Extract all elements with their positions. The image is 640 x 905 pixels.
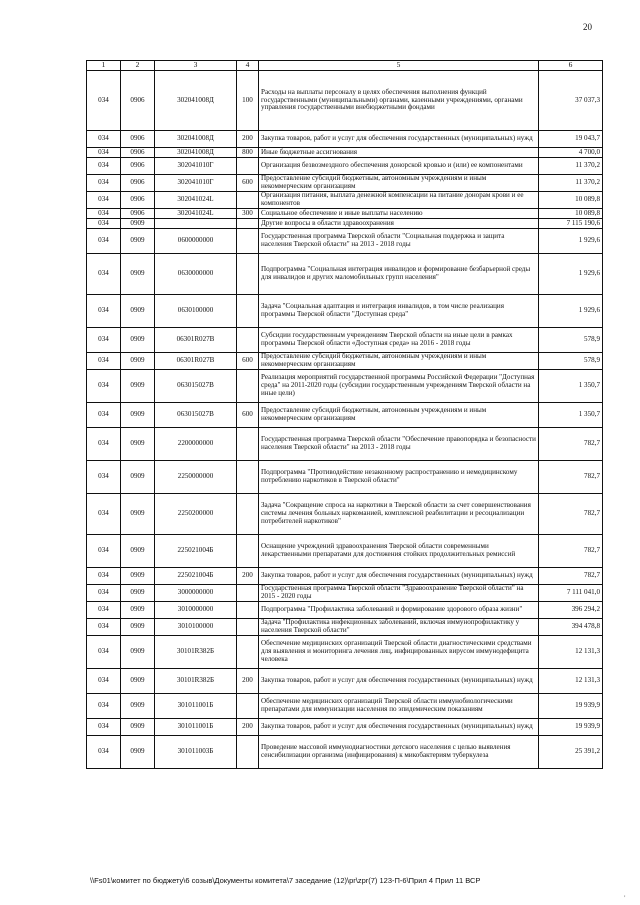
cell-description: Предоставление субсидий бюджетным, автономным учреждениям и иным некоммерческим организациям <box>259 175 539 192</box>
cell-ministry-code: 034 <box>87 585 121 602</box>
cell-ministry-code: 034 <box>87 229 121 254</box>
cell-amount: 11 370,2 <box>539 158 603 175</box>
cell-target-article: 3010000000 <box>155 602 237 619</box>
table-row <box>87 148 603 158</box>
cell-amount: 782,7 <box>539 568 603 585</box>
cell-target-article: 3000000000 <box>155 585 237 602</box>
table-row <box>87 736 603 769</box>
cell-amount: 1 929,6 <box>539 254 603 295</box>
cell-description: Другие вопросы в области здравоохранения <box>259 219 539 229</box>
cell-description: Организация безвозмездного обеспечения донорской кровью и (или) ее компонентами <box>259 158 539 175</box>
table-row <box>87 619 603 636</box>
cell-section-code: 0909 <box>121 585 155 602</box>
cell-ministry-code: 034 <box>87 669 121 694</box>
footer-file-path: \\Fs01\комитет по бюджету\6 созыв\Документы комитета\7 заседание (12)\pr\zpr(7) 123-П-6\Прил 4 Прил 11 ВСР <box>90 876 481 885</box>
table-header-row <box>87 61 603 71</box>
cell-description: Организация питания, выплата денежной компенсации на питание донорам крови и ее компонентов <box>259 192 539 209</box>
cell-section-code: 0909 <box>121 254 155 295</box>
cell-target-article: 302041010Г <box>155 175 237 192</box>
cell-target-article: 06301R027В <box>155 353 237 370</box>
cell-target-article: 302041008Д <box>155 71 237 131</box>
cell-section-code: 0909 <box>121 602 155 619</box>
cell-target-article: 06301R027В <box>155 328 237 353</box>
cell-target-article: 063015027В <box>155 403 237 428</box>
cell-target-article: 302041024L <box>155 209 237 219</box>
cell-amount: 1 350,7 <box>539 370 603 403</box>
cell-target-article: 063015027В <box>155 370 237 403</box>
cell-section-code: 0909 <box>121 370 155 403</box>
cell-amount: 19 939,9 <box>539 694 603 719</box>
cell-description: Государственная программа Тверской области "Социальная поддержка и защита населения Тверской области" на 2013 - 2018 годы <box>259 229 539 254</box>
cell-target-article: 2250200000 <box>155 494 237 535</box>
cell-description: Предоставление субсидий бюджетным, автономным учреждениям и иным некоммерческим организациям <box>259 353 539 370</box>
cell-section-code: 0909 <box>121 669 155 694</box>
cell-section-code: 0906 <box>121 158 155 175</box>
table-row <box>87 229 603 254</box>
cell-description: Подпрограмма "Профилактика заболеваний и формирование здорового образа жизни" <box>259 602 539 619</box>
cell-ministry-code: 034 <box>87 403 121 428</box>
cell-ministry-code: 034 <box>87 71 121 131</box>
cell-target-article: 302041008Д <box>155 148 237 158</box>
column-header: 6 <box>539 61 603 71</box>
cell-amount: 19 939,9 <box>539 719 603 736</box>
cell-target-article: 0630100000 <box>155 295 237 328</box>
cell-description: Расходы на выплаты персоналу в целях обеспечения выполнения функций государственными (муниципальными) органами, казенными учреждениями, органами управления государственными внебюджетными фондами <box>259 71 539 131</box>
cell-expense-type <box>237 619 259 636</box>
cell-section-code: 0906 <box>121 175 155 192</box>
cell-target-article: 2250000000 <box>155 461 237 494</box>
column-header: 5 <box>259 61 539 71</box>
cell-ministry-code: 034 <box>87 353 121 370</box>
cell-ministry-code: 034 <box>87 295 121 328</box>
cell-ministry-code: 034 <box>87 602 121 619</box>
cell-description: Иные бюджетные ассигнования <box>259 148 539 158</box>
cell-expense-type: 200 <box>237 568 259 585</box>
cell-expense-type <box>237 295 259 328</box>
edge-mark: , <box>624 892 626 898</box>
page-number: 20 <box>583 22 592 32</box>
cell-target-article: 301011001Б <box>155 694 237 719</box>
cell-description: Закупка товаров, работ и услуг для обеспечения государственных (муниципальных) нужд <box>259 131 539 148</box>
cell-target-article: 3010100000 <box>155 619 237 636</box>
table-row <box>87 71 603 131</box>
cell-target-article: 302041008Д <box>155 131 237 148</box>
table-row <box>87 636 603 669</box>
cell-ministry-code: 034 <box>87 370 121 403</box>
cell-ministry-code: 034 <box>87 636 121 669</box>
cell-section-code: 0909 <box>121 219 155 229</box>
cell-description: Задача "Сокращение спроса на наркотики в Тверской области за счет совершенствования системы лечения больных наркоманией, комплексной реабилитации и ресоциализации потребителей наркотиков" <box>259 494 539 535</box>
cell-section-code: 0906 <box>121 148 155 158</box>
column-header: 4 <box>237 61 259 71</box>
cell-amount: 394 478,8 <box>539 619 603 636</box>
cell-ministry-code: 034 <box>87 158 121 175</box>
cell-description: Государственная программа Тверской области "Обеспечение правопорядка и безопасности населения Тверской области" на 2013 - 2018 годы <box>259 428 539 461</box>
cell-ministry-code: 034 <box>87 694 121 719</box>
cell-expense-type: 600 <box>237 353 259 370</box>
cell-description: Обеспечение медицинских организаций Тверской области иммунобиологическими препаратами для иммунизации населения по эпидемическим показаниям <box>259 694 539 719</box>
table-row <box>87 535 603 568</box>
cell-ministry-code: 034 <box>87 535 121 568</box>
cell-expense-type <box>237 461 259 494</box>
cell-section-code: 0909 <box>121 295 155 328</box>
table-row <box>87 694 603 719</box>
table-row <box>87 158 603 175</box>
cell-amount: 782,7 <box>539 535 603 568</box>
cell-section-code: 0909 <box>121 461 155 494</box>
cell-section-code: 0909 <box>121 494 155 535</box>
cell-expense-type: 100 <box>237 71 259 131</box>
cell-ministry-code: 034 <box>87 568 121 585</box>
cell-expense-type <box>237 370 259 403</box>
cell-ministry-code: 034 <box>87 494 121 535</box>
cell-description: Реализация мероприятий государственной программы Российской Федерации "Доступная среда" на 2011-2020 годы (субсидии государственным учреждениям Тверской области на иные цели) <box>259 370 539 403</box>
cell-section-code: 0909 <box>121 736 155 769</box>
cell-amount: 7 111 041,0 <box>539 585 603 602</box>
cell-target-article: 30101R382Б <box>155 636 237 669</box>
cell-ministry-code: 034 <box>87 131 121 148</box>
cell-section-code: 0909 <box>121 535 155 568</box>
cell-amount: 19 043,7 <box>539 131 603 148</box>
cell-expense-type: 200 <box>237 669 259 694</box>
cell-expense-type: 600 <box>237 175 259 192</box>
cell-description: Закупка товаров, работ и услуг для обеспечения государственных (муниципальных) нужд <box>259 568 539 585</box>
table-row <box>87 175 603 192</box>
cell-description: Подпрограмма "Социальная интеграция инвалидов и формирование безбарьерной среды для инвалидов и других маломобильных групп населения" <box>259 254 539 295</box>
cell-amount: 10 089,8 <box>539 209 603 219</box>
cell-amount: 37 037,3 <box>539 71 603 131</box>
cell-target-article: 0630000000 <box>155 254 237 295</box>
cell-target-article: 302041010Г <box>155 158 237 175</box>
table-row <box>87 428 603 461</box>
cell-amount: 4 700,0 <box>539 148 603 158</box>
cell-ministry-code: 034 <box>87 328 121 353</box>
cell-expense-type: 800 <box>237 148 259 158</box>
cell-amount: 782,7 <box>539 494 603 535</box>
table-row <box>87 131 603 148</box>
cell-description: Субсидии государственным учреждениям Тверской области на иные цели в рамках программы Тверской области «Доступная среда» на 2016 - 2018 годы <box>259 328 539 353</box>
table-row <box>87 370 603 403</box>
cell-amount: 578,9 <box>539 353 603 370</box>
cell-description: Предоставление субсидий бюджетным, автономным учреждениям и иным некоммерческим организациям <box>259 403 539 428</box>
cell-target-article: 225021004Б <box>155 535 237 568</box>
cell-description: Государственная программа Тверской области "Здравоохранение Тверской области" на 2015 - 2020 годы <box>259 585 539 602</box>
cell-ministry-code: 034 <box>87 719 121 736</box>
cell-expense-type: 200 <box>237 131 259 148</box>
cell-expense-type <box>237 585 259 602</box>
table-row <box>87 669 603 694</box>
cell-section-code: 0909 <box>121 694 155 719</box>
cell-section-code: 0909 <box>121 636 155 669</box>
cell-amount: 396 294,2 <box>539 602 603 619</box>
cell-target-article: 301011001Б <box>155 719 237 736</box>
cell-expense-type <box>237 694 259 719</box>
table-body <box>87 71 603 769</box>
cell-description: Закупка товаров, работ и услуг для обеспечения государственных (муниципальных) нужд <box>259 669 539 694</box>
cell-expense-type <box>237 229 259 254</box>
cell-section-code: 0906 <box>121 209 155 219</box>
cell-expense-type <box>237 192 259 209</box>
table-row <box>87 585 603 602</box>
cell-section-code: 0909 <box>121 619 155 636</box>
cell-expense-type <box>237 158 259 175</box>
cell-amount: 1 350,7 <box>539 403 603 428</box>
cell-expense-type <box>237 636 259 669</box>
cell-ministry-code: 034 <box>87 219 121 229</box>
cell-amount: 12 131,3 <box>539 636 603 669</box>
cell-target-article: 301011003Б <box>155 736 237 769</box>
cell-expense-type: 300 <box>237 209 259 219</box>
cell-target-article <box>155 219 237 229</box>
cell-amount: 11 370,2 <box>539 175 603 192</box>
cell-amount: 1 929,6 <box>539 295 603 328</box>
cell-amount: 782,7 <box>539 428 603 461</box>
column-header: 2 <box>121 61 155 71</box>
cell-description: Задача "Социальная адаптация и интеграция инвалидов, в том числе реализация программы Тверской области "Доступная среда" <box>259 295 539 328</box>
table-row <box>87 719 603 736</box>
cell-amount: 10 089,8 <box>539 192 603 209</box>
cell-target-article: 0600000000 <box>155 229 237 254</box>
cell-expense-type <box>237 535 259 568</box>
cell-amount: 25 391,2 <box>539 736 603 769</box>
cell-expense-type: 600 <box>237 403 259 428</box>
cell-description: Обеспечение медицинских организаций Тверской области диагностическими средствами для выявления и мониторинга лечения лиц, инфицированных вирусом иммунодефицита человека <box>259 636 539 669</box>
cell-ministry-code: 034 <box>87 254 121 295</box>
table-row <box>87 353 603 370</box>
cell-ministry-code: 034 <box>87 428 121 461</box>
cell-section-code: 0909 <box>121 229 155 254</box>
cell-ministry-code: 034 <box>87 148 121 158</box>
table-row <box>87 461 603 494</box>
table-row <box>87 403 603 428</box>
cell-description: Задача "Профилактика инфекционных заболеваний, включая иммунопрофилактику у населения Тверской области" <box>259 619 539 636</box>
cell-amount: 578,9 <box>539 328 603 353</box>
table-row <box>87 328 603 353</box>
table-row <box>87 254 603 295</box>
cell-section-code: 0906 <box>121 71 155 131</box>
table-row <box>87 192 603 209</box>
cell-section-code: 0909 <box>121 428 155 461</box>
cell-ministry-code: 034 <box>87 619 121 636</box>
cell-section-code: 0909 <box>121 719 155 736</box>
cell-ministry-code: 034 <box>87 175 121 192</box>
cell-ministry-code: 034 <box>87 461 121 494</box>
cell-description: Оснащение учреждений здравоохранения Тверской области современными лекарственными препаратами для достижения стойких продолжительных ремиссий <box>259 535 539 568</box>
cell-section-code: 0909 <box>121 328 155 353</box>
cell-target-article: 225021004Б <box>155 568 237 585</box>
cell-description: Подпрограмма "Противодействие незаконному распространению и немедицинскому потреблению наркотиков в Тверской области" <box>259 461 539 494</box>
table-row <box>87 295 603 328</box>
cell-amount: 7 115 190,6 <box>539 219 603 229</box>
cell-ministry-code: 034 <box>87 736 121 769</box>
cell-expense-type <box>237 428 259 461</box>
cell-section-code: 0906 <box>121 192 155 209</box>
cell-section-code: 0906 <box>121 131 155 148</box>
table-row <box>87 568 603 585</box>
cell-section-code: 0909 <box>121 403 155 428</box>
table-row <box>87 494 603 535</box>
cell-ministry-code: 034 <box>87 192 121 209</box>
cell-ministry-code: 034 <box>87 209 121 219</box>
cell-target-article: 2200000000 <box>155 428 237 461</box>
cell-target-article: 302041024L <box>155 192 237 209</box>
cell-description: Социальное обеспечение и иные выплаты населению <box>259 209 539 219</box>
cell-expense-type <box>237 736 259 769</box>
cell-description: Проведение массовой иммунодиагностики детского населения с целью выявления сенсибилизации организма (инфицирования) к микобактериям туберкулеза <box>259 736 539 769</box>
cell-section-code: 0909 <box>121 353 155 370</box>
cell-amount: 12 131,3 <box>539 669 603 694</box>
cell-expense-type <box>237 219 259 229</box>
cell-section-code: 0909 <box>121 568 155 585</box>
cell-expense-type <box>237 328 259 353</box>
cell-expense-type <box>237 602 259 619</box>
column-header: 3 <box>155 61 237 71</box>
cell-expense-type <box>237 494 259 535</box>
cell-amount: 1 929,6 <box>539 229 603 254</box>
cell-description: Закупка товаров, работ и услуг для обеспечения государственных (муниципальных) нужд <box>259 719 539 736</box>
cell-target-article: 30101R382Б <box>155 669 237 694</box>
table-row <box>87 219 603 229</box>
table-row <box>87 602 603 619</box>
table-row <box>87 209 603 219</box>
cell-expense-type <box>237 254 259 295</box>
budget-table <box>86 60 603 769</box>
column-header: 1 <box>87 61 121 71</box>
cell-expense-type: 200 <box>237 719 259 736</box>
cell-amount: 782,7 <box>539 461 603 494</box>
